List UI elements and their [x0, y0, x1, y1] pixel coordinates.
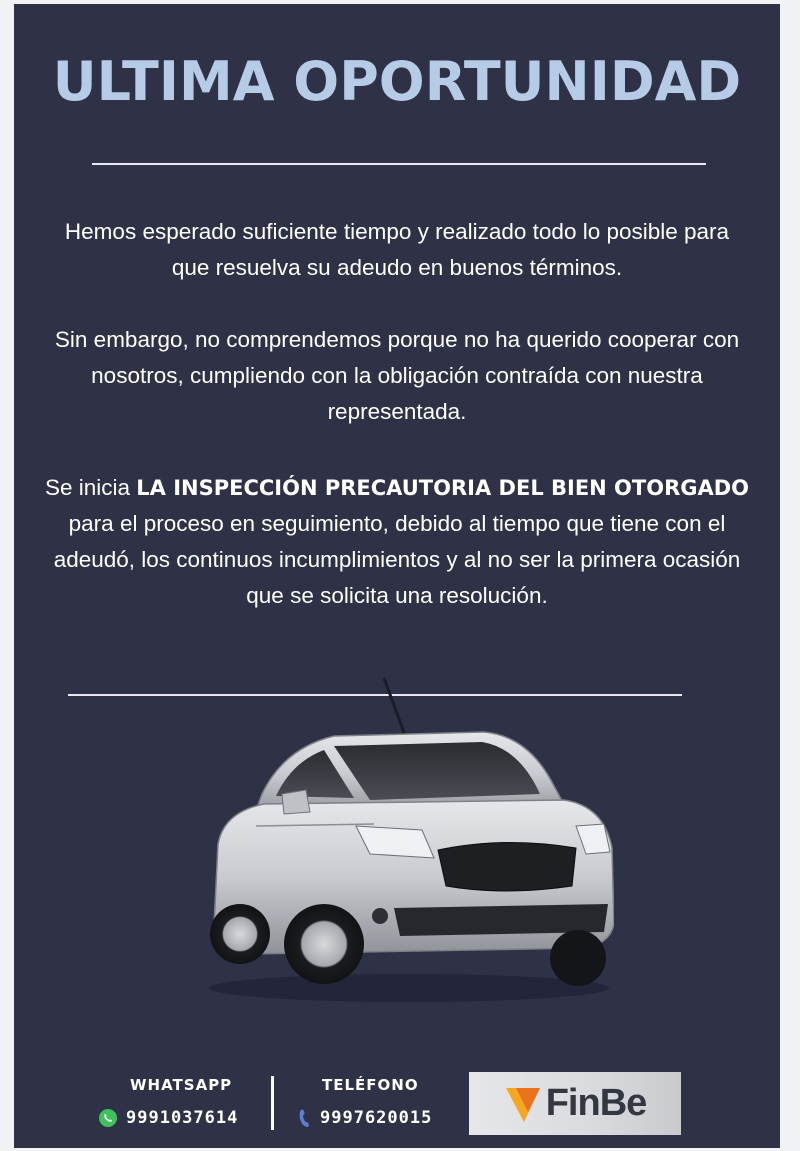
finbe-logo [469, 1072, 681, 1135]
finbe-logo-mark-icon [504, 1084, 542, 1124]
whatsapp-number-row[interactable] [98, 1108, 238, 1128]
contact-footer [14, 1064, 780, 1148]
notice-panel [14, 4, 780, 1148]
contact-divider [271, 1076, 274, 1130]
phone-number-row[interactable] [298, 1108, 432, 1128]
paragraph-inspection [44, 470, 750, 614]
paragraph-intro: Hemos esperado suficiente tiempo y realizado todo lo posible para que resuelva su adeudo en buenos términos. [64, 219, 730, 280]
inspection-text-before: Se inicia [44, 475, 137, 500]
finbe-logo-text: FinBe [545, 1082, 647, 1124]
car-image [184, 676, 614, 1006]
whatsapp-icon [98, 1108, 118, 1128]
phone-contact[interactable] [298, 1076, 432, 1128]
divider-top [92, 163, 706, 165]
inspection-text-after: para el proceso en seguimiento, debido al tiempo que tiene con el adeudó, los continuos incumplimientos y al no ser la primera ocasión que se solicita una resolución. [53, 511, 741, 608]
phone-number: 9997620015 [320, 1108, 433, 1128]
whatsapp-contact[interactable] [98, 1076, 238, 1128]
phone-icon [298, 1108, 312, 1128]
whatsapp-label: WHATSAPP [130, 1076, 233, 1094]
whatsapp-number: 9991037614 [126, 1108, 239, 1128]
phone-label: TELÉFONO [322, 1076, 419, 1094]
page-title: ULTIMA OPORTUNIDAD [52, 50, 742, 113]
inspection-text-bold: LA INSPECCIÓN PRECAUTORIA DEL BIEN OTORGADO [136, 476, 750, 500]
paragraph-cooperation: Sin embargo, no comprendemos porque no ha querido cooperar con nosotros, cumpliendo con la obligación contraída con nuestra representada. [54, 327, 740, 424]
